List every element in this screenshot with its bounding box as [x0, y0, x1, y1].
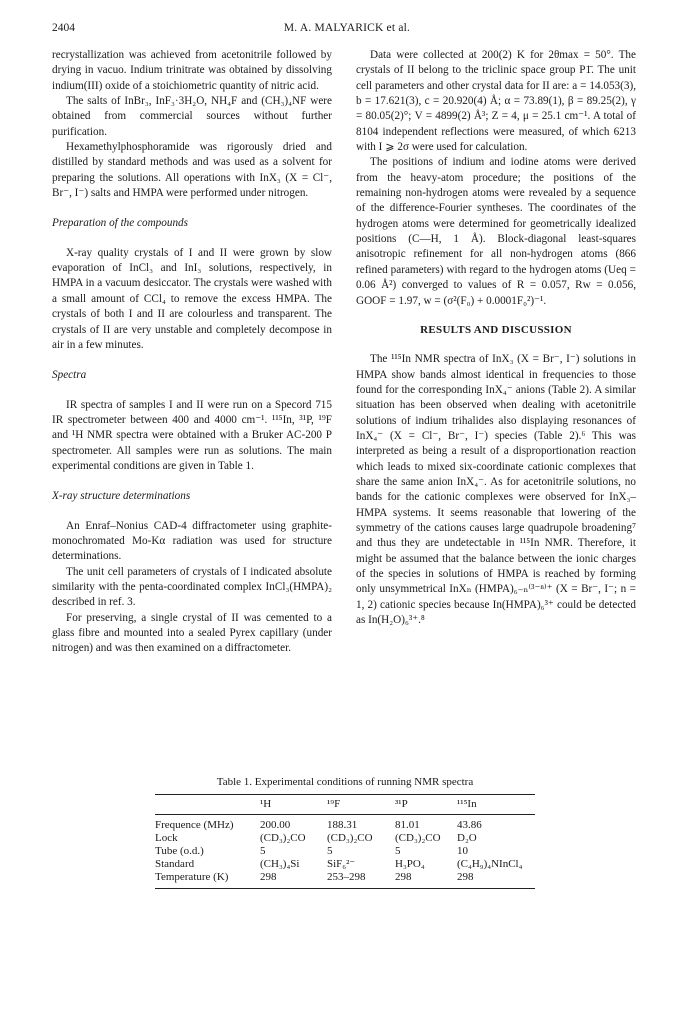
table-cell: Lock: [155, 832, 178, 844]
table-row: [155, 815, 535, 833]
paragraph: Hexamethylphosphoramide was rigorously dried and distilled by standard methods and was used as a solvent for preparing the solutions. All operations with InX₃ (X = Cl⁻, Br⁻, I⁻) salts and HMPA were performed under nitrogen.: [52, 141, 332, 200]
table-cell: (CH₃)₄Si: [260, 858, 300, 870]
table-cell: Frequence (MHz): [155, 819, 234, 831]
table-cell: 298: [260, 871, 277, 883]
paragraph: X-ray quality crystals of I and II were grown by slow evaporation of InCl₃ and InI₃ solutions, respectively, in HMPA in a vacuum desiccator. The crystals were washed with a small amount of CCl₄ to remove the excess HMPA. The crystals of both I and II are colourless and transparent. The crystals of II are very unstable and completely decompose in air in a few minutes.: [52, 246, 332, 351]
page-number: 2404: [52, 22, 75, 34]
table-cell: SiF₆²⁻: [327, 858, 356, 870]
paragraph: The positions of indium and iodine atoms were derived from the heavy-atom procedure; the positions of the remaining non-hydrogen atoms were revealed by a sequence of the difference-Fourier syntheses. The coordinates of the hydrogen atoms were determined for geometrically idealized positions (C—H, 1 Å). Block-diagonal least-squares anisotropic refinement for all non-hydrogen atoms (866 refined parameters) with regard to the hydrogen atoms (Ueq = 0.06 Å²) converged to values of R = 0.057, Rw = 0.056, GOOF = 1.97, w = (σ²(F₀) + 0.0001F₀²)⁻¹.: [356, 156, 636, 307]
table-cell: (C₄H₉)₄NInCl₄: [457, 858, 523, 870]
table-row: [155, 845, 535, 858]
table-cell: 298: [457, 871, 474, 883]
paragraph: For preserving, a single crystal of II was cemented to a glass fibre and mounted into a sealed Pyrex capillary (under nitrogen) and was then examined on a diffractometer.: [52, 611, 332, 655]
table-cell: (CD₃)₂CO: [395, 832, 441, 844]
table-cell: 5: [395, 845, 401, 857]
table-cell: 81.01: [395, 819, 420, 831]
running-authors: M. A. MALYARICK et al.: [283, 22, 411, 34]
table-cell: (CD₃)₂CO: [260, 832, 306, 844]
table-caption: Table 1. Experimental conditions of running NMR spectra: [216, 776, 474, 788]
table-cell: 5: [327, 845, 333, 857]
running-header: [52, 22, 642, 40]
table-cell: 5: [260, 845, 266, 857]
paragraph: recrystallization was achieved from acetonitrile followed by drying in vacuo. Indium trinitrate was obtained by dissolving indium(III) oxide of a stoichiometric quantity of nitric acid.: [52, 49, 332, 92]
table-row: [155, 858, 535, 871]
column-header: ³¹P: [395, 798, 408, 810]
table-row: [155, 832, 535, 845]
paragraph: Data were collected at 200(2) K for 2θmax = 50°. The crystals of II belong to the triclinic space group P1̄. The unit cell parameters and other crystal data for II are: a = 14.053(3), b = 17.621(3), c = 20.920(4) Å; α = 73.89(1), β = 89.25(2), γ = 80.05(2)°; V = 4899(2) Å³; Z = 4, μ = 25.1 cm⁻¹. A total of 8104 independent reflections were measured, of which 6213 with I ⩾ 2σ were used for calculation.: [356, 49, 636, 154]
column-header: ¹H: [260, 798, 272, 810]
left-column: [52, 48, 332, 657]
right-column: [356, 48, 636, 628]
table-row: [155, 871, 535, 889]
table-cell: 298: [395, 871, 412, 883]
table-cell: Standard: [155, 858, 195, 870]
table-cell: Tube (o.d.): [155, 845, 204, 857]
table-cell: 10: [457, 845, 468, 857]
table-cell: Temperature (K): [155, 871, 229, 883]
table-cell: (CD₃)₂CO: [327, 832, 373, 844]
section-heading: RESULTS AND DISCUSSION: [420, 323, 572, 336]
column-header: ¹⁹F: [327, 798, 341, 810]
table-cell: 188.31: [327, 819, 358, 831]
table-cell: D₂O: [457, 832, 477, 844]
paragraph: IR spectra of samples I and II were run on a Specord 715 IR spectrometer between 400 and 4000 cm⁻¹. ¹¹⁵In, ³¹P, ¹⁹F and ¹H NMR spectra were obtained with a Bruker AC-200 P spectrometer. All samples were run as solutions. The main experimental conditions are given in Table 1.: [52, 398, 332, 472]
table-cell: 253–298: [327, 871, 366, 883]
table-cell: 200.00: [260, 819, 291, 831]
section-heading: X-ray structure determinations: [52, 490, 191, 503]
paragraph: An Enraf–Nonius CAD-4 diffractometer using graphite-monochromated Mo-Kα radiation was used for structure determinations.: [52, 519, 332, 563]
table-cell: 43.86: [457, 819, 482, 831]
section-heading: Spectra: [52, 369, 87, 382]
nmr-conditions-table: [155, 776, 535, 889]
paragraph: The unit cell parameters of crystals of I indicated absolute similarity with the penta-coordinated complex InCl₃(HMPA)₂ described in ref. 3.: [52, 565, 332, 609]
paragraph: The salts of InBr₃, InF₃·3H₂O, NH₄F and (CH₃)₄NF were obtained from commercial sources without further purification.: [52, 95, 332, 138]
table-header-row: [155, 795, 535, 815]
table-cell: H₃PO₄: [395, 858, 425, 870]
section-heading: Preparation of the compounds: [52, 217, 188, 230]
table: [155, 795, 535, 889]
column-header: ¹¹⁵In: [457, 798, 477, 810]
column-header: [155, 795, 260, 815]
paragraph: The ¹¹⁵In NMR spectra of InX₃ (X = Br⁻, I⁻) solutions in HMPA show bands almost identical in frequencies to those found for the corresponding InX₄⁻ anions (Table 2). A similar situation has been observed when dealing with acetonitrile solutions of indium trihalides also displaying resonances of InX₄⁻ (X = Cl⁻, Br⁻, I⁻) species (Table 2).⁶ This was interpreted as being a result of a disproportionation reaction which leads to mixed six-coordinate cationic complexes that share the same anion InX₄⁻. As for acetonitrile solutions, no bands for the cationic complexes were observed for InX₃–HMPA systems. It seems reasonable that lowering of the symmetry of the cations causes large quadrupole broadening⁷ and thus they are undetectable in ¹¹⁵In NMR. Therefore, it might be assumed that the balance between the ionic charges of the species in solutions of HMPA is reached by forming only unsymmetrical InXₙ (HMPA)₆₋ₙ⁽³⁻ⁿ⁾⁺ (X = Br⁻, I⁻; n = 1, 2) cationic species because In(HMPA)₆³⁺ could be detected as In(H₂O)₆³⁺.⁸: [356, 353, 636, 627]
